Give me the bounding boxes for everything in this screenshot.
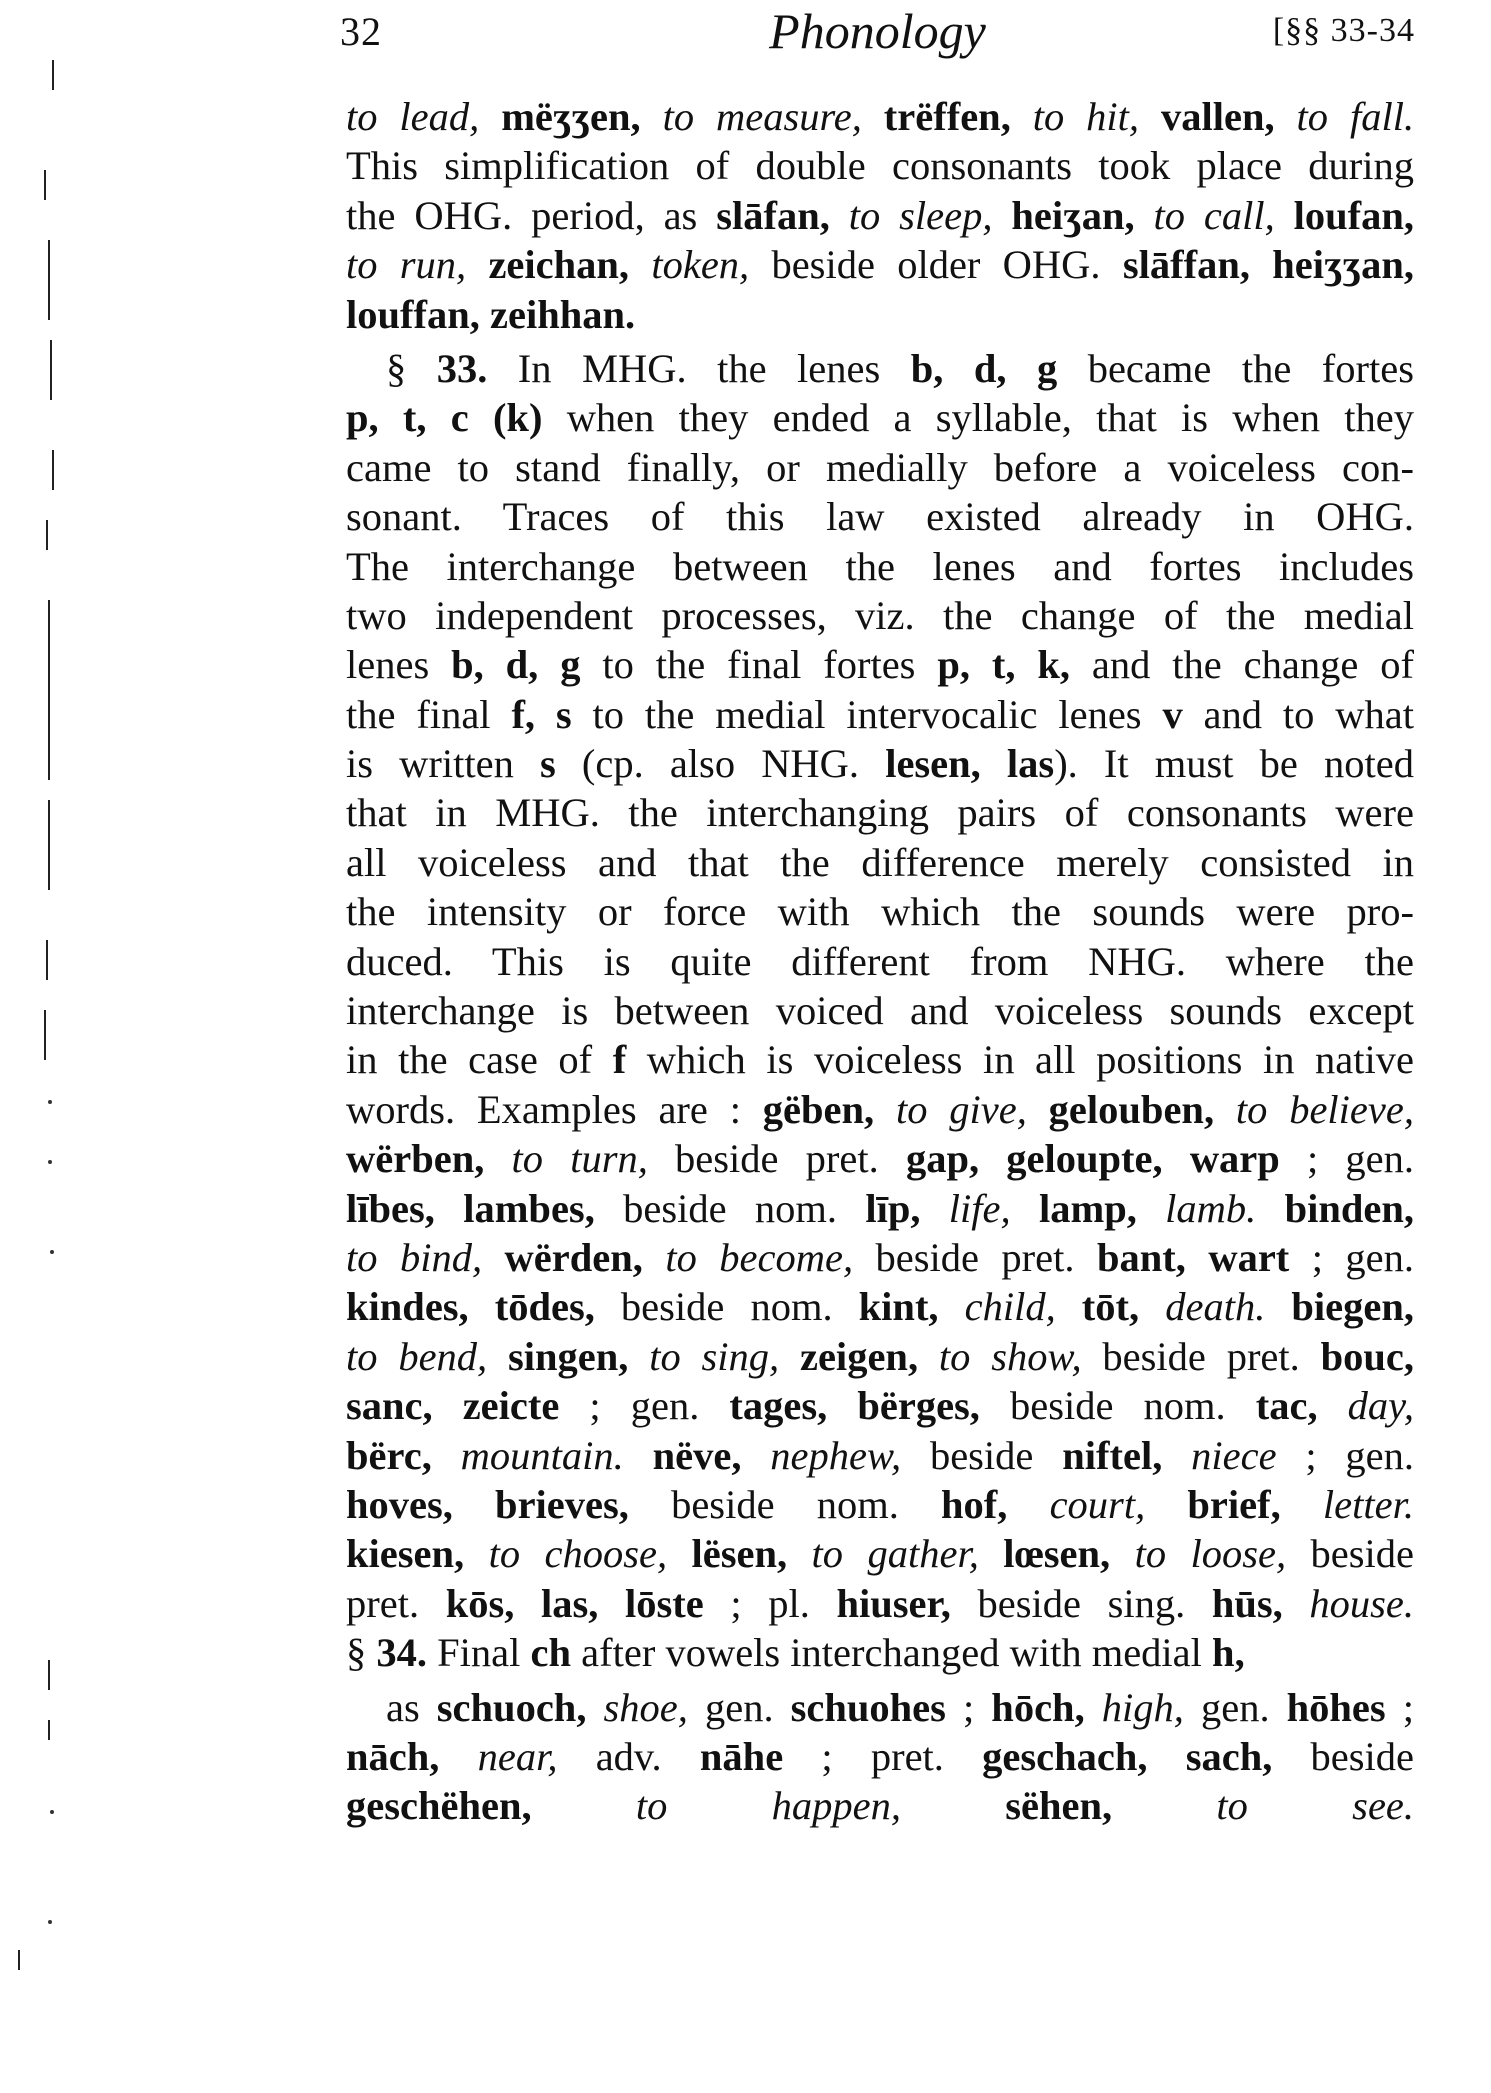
- bold-term: bant, wart: [1096, 1234, 1290, 1280]
- text-run: to the medial intervocalic lenes: [571, 691, 1163, 737]
- italic-gloss: near,: [477, 1733, 558, 1779]
- italic-gloss: to bind,: [346, 1234, 483, 1280]
- text-run: [482, 1235, 504, 1280]
- page-number: 32: [340, 9, 382, 54]
- text-run: [1162, 1433, 1191, 1478]
- italic-gloss: to sleep,: [848, 192, 993, 238]
- text-run: beside pret.: [1081, 1333, 1321, 1379]
- text-run: [1318, 1383, 1348, 1428]
- text-run: beside nom.: [628, 1481, 942, 1527]
- text-line: [346, 191, 1414, 240]
- text-run: when they ended a syllable, that is when they: [542, 395, 1414, 441]
- bold-term: biegen,: [1291, 1284, 1415, 1330]
- bold-term: h,: [1212, 1630, 1245, 1676]
- bold-term: binden,: [1284, 1185, 1415, 1231]
- text-run: beside nom.: [594, 1185, 866, 1231]
- bold-term: kint,: [858, 1284, 939, 1330]
- bold-term: bouc,: [1320, 1333, 1415, 1379]
- bold-term: sëhen,: [1005, 1783, 1113, 1829]
- text-run: [992, 193, 1011, 238]
- text-run: which is voiceless in all positions in native: [626, 1037, 1414, 1083]
- bold-term: f: [612, 1037, 627, 1083]
- text-line: [346, 838, 1414, 887]
- bold-term: zeichan,: [488, 242, 630, 288]
- text-run: [1011, 94, 1033, 139]
- bold-term: hōch,: [991, 1684, 1085, 1730]
- italic-gloss: shoe,: [603, 1684, 688, 1730]
- bold-term: gëben,: [762, 1086, 875, 1132]
- text-run: [624, 1433, 653, 1478]
- text-run: [1085, 1685, 1102, 1730]
- text-run: [432, 1433, 461, 1478]
- text-run: [641, 94, 663, 139]
- bold-term: schuoch,: [436, 1684, 587, 1730]
- text-run: ; gen.: [1279, 1136, 1415, 1182]
- text-line: [346, 1085, 1414, 1134]
- text-run: the OHG. period, as: [346, 192, 717, 238]
- text-run: all voiceless and that the difference merely consisted in: [346, 839, 1414, 885]
- italic-gloss: day,: [1347, 1383, 1415, 1429]
- bold-term: p, t, c (k): [346, 395, 543, 441]
- bold-term: hoves, brieves,: [346, 1481, 629, 1527]
- text-run: [1214, 1087, 1236, 1132]
- text-run: [532, 1783, 636, 1828]
- text-line: [346, 240, 1414, 289]
- bold-term: niftel,: [1062, 1432, 1163, 1478]
- text-run: and to what: [1182, 691, 1414, 737]
- italic-gloss: to run,: [346, 242, 467, 288]
- text-run: [830, 193, 849, 238]
- bold-term: v: [1162, 691, 1183, 737]
- text-run: [1283, 1581, 1310, 1626]
- text-run: sonant. Traces of this law existed already in OHG.: [346, 494, 1414, 540]
- text-run: [643, 1235, 665, 1280]
- italic-gloss: to happen,: [635, 1783, 901, 1829]
- text-line: [346, 393, 1414, 442]
- text-run: the final: [346, 691, 512, 737]
- text-run: ;: [945, 1684, 992, 1730]
- text-run: ; gen.: [559, 1383, 730, 1429]
- text-run: [1256, 1186, 1284, 1231]
- italic-gloss: death.: [1165, 1284, 1266, 1330]
- bold-term: trëffen,: [883, 94, 1011, 139]
- text-run: to the final fortes: [580, 642, 938, 688]
- italic-gloss: court,: [1049, 1481, 1146, 1527]
- text-run: in the case of: [346, 1037, 613, 1083]
- text-line: [346, 542, 1414, 591]
- italic-gloss: to believe,: [1235, 1086, 1414, 1132]
- text-run: became the fortes: [1057, 345, 1414, 391]
- text-run: words. Examples are :: [346, 1086, 763, 1132]
- text-run: adv.: [557, 1733, 700, 1779]
- italic-gloss: nephew,: [770, 1432, 902, 1478]
- text-run: [979, 1531, 1003, 1576]
- text-line: [346, 1431, 1414, 1480]
- text-run: is written: [346, 741, 540, 787]
- bold-term: slāfan,: [716, 192, 830, 238]
- text-run: [1145, 1482, 1187, 1527]
- bold-term: kindes, tōdes,: [346, 1284, 595, 1330]
- text-run: beside older OHG.: [749, 242, 1123, 288]
- italic-gloss: child,: [964, 1284, 1056, 1330]
- bold-term: nāhe: [699, 1733, 784, 1779]
- text-run: duced. This is quite different from NHG. where the: [346, 938, 1414, 984]
- text-run: [920, 1186, 948, 1231]
- text-run: The interchange between the lenes and fortes includes: [346, 543, 1414, 589]
- bold-term: gelouben,: [1048, 1086, 1215, 1132]
- bold-term: geschach, sach,: [982, 1733, 1273, 1779]
- bold-term: nëve,: [652, 1432, 742, 1478]
- text-line: [346, 1529, 1414, 1578]
- text-run: pret.: [346, 1580, 446, 1626]
- text-run: [1265, 1284, 1291, 1329]
- bold-term: lœsen,: [1003, 1531, 1111, 1577]
- text-run: ; gen.: [1276, 1432, 1415, 1478]
- italic-gloss: to choose,: [488, 1531, 668, 1577]
- text-run: Final: [427, 1630, 531, 1676]
- text-run: [629, 242, 651, 287]
- text-line: [346, 1233, 1414, 1282]
- bold-term: heiʒan,: [1011, 192, 1135, 238]
- bold-term: kōs, las, lōste: [445, 1580, 704, 1626]
- text-run: [901, 1783, 1005, 1828]
- text-run: [1139, 94, 1161, 139]
- bold-term: p, t, k,: [937, 642, 1071, 688]
- italic-gloss: letter.: [1322, 1481, 1414, 1527]
- bold-term: hof,: [941, 1481, 1008, 1527]
- text-run: §: [386, 345, 437, 391]
- text-line: [346, 986, 1414, 1035]
- bold-term: schuohes: [790, 1684, 946, 1730]
- italic-gloss: mountain.: [460, 1432, 624, 1478]
- text-run: came to stand finally, or medially before a voiceless con-: [346, 444, 1414, 490]
- bold-term: lesen, las: [885, 741, 1055, 787]
- text-run: that in MHG. the interchanging pairs of consonants were: [346, 790, 1414, 836]
- bold-term: brief,: [1187, 1481, 1281, 1527]
- bold-term: lësen,: [691, 1531, 788, 1577]
- italic-gloss: niece: [1191, 1432, 1277, 1478]
- text-line: [346, 1282, 1414, 1331]
- text-run: beside nom.: [979, 1383, 1256, 1429]
- running-header: [340, 3, 1415, 68]
- bold-term: 33.: [436, 345, 488, 391]
- bold-term: nāch,: [346, 1733, 440, 1779]
- text-run: [918, 1334, 939, 1379]
- text-run: In MHG. the lenes: [487, 345, 911, 391]
- text-run: and the change of: [1070, 642, 1414, 688]
- text-line: [346, 1579, 1414, 1628]
- bold-term: b, d, g: [451, 642, 581, 688]
- text-run: [874, 1087, 896, 1132]
- text-run: the intensity or force with which the sounds were pro-: [346, 889, 1414, 935]
- italic-gloss: house.: [1309, 1580, 1415, 1626]
- text-line: [346, 492, 1414, 541]
- text-run: interchange is between voiced and voiceless sounds except: [346, 988, 1414, 1034]
- text-run: as: [386, 1684, 437, 1730]
- text-run: [628, 1334, 649, 1379]
- text-run: ; pret.: [783, 1733, 983, 1779]
- text-line: [346, 1134, 1414, 1183]
- text-run: gen.: [687, 1684, 791, 1730]
- bold-term: louffan, zeihhan.: [346, 291, 636, 337]
- bold-term: b, d, g: [910, 345, 1058, 391]
- italic-gloss: to lead,: [346, 94, 480, 139]
- text-run: [862, 94, 884, 139]
- italic-gloss: to sing,: [649, 1333, 780, 1379]
- text-run: ; gen.: [1289, 1234, 1415, 1280]
- text-run: [439, 1734, 477, 1779]
- text-run: [1139, 1284, 1165, 1329]
- italic-gloss: to fall.: [1296, 94, 1415, 139]
- text-run: beside: [901, 1432, 1063, 1478]
- italic-gloss: to hit,: [1032, 94, 1140, 139]
- bold-term: līp,: [865, 1185, 921, 1231]
- bold-term: tages, bërges,: [729, 1383, 980, 1429]
- italic-gloss: to become,: [665, 1234, 854, 1280]
- bold-term: slāffan, heiʒʒan,: [1122, 242, 1415, 288]
- text-run: ;: [1385, 1684, 1414, 1730]
- text-run: [1135, 193, 1154, 238]
- text-run: [1112, 1783, 1216, 1828]
- bold-term: geschëhen,: [346, 1783, 532, 1829]
- bold-term: hiuser,: [836, 1580, 951, 1626]
- text-run: [1110, 1531, 1134, 1576]
- text-line: [346, 1683, 1414, 1732]
- text-run: ). It must be noted: [1054, 741, 1414, 787]
- italic-gloss: to see.: [1216, 1783, 1415, 1829]
- text-run: [1007, 1482, 1049, 1527]
- italic-gloss: to turn,: [511, 1136, 648, 1182]
- body-text: [346, 92, 1414, 1831]
- text-run: beside: [1286, 1531, 1415, 1577]
- section-reference: [§§ 33-34: [1272, 12, 1415, 49]
- bold-term: vallen,: [1160, 94, 1275, 139]
- text-line: [346, 1781, 1414, 1830]
- left-margin-scan-marks: [0, 0, 70, 2093]
- text-run: lenes: [346, 642, 452, 688]
- text-run: [787, 1531, 811, 1576]
- bold-term: zeigen,: [799, 1333, 919, 1379]
- text-run: two independent processes, viz. the change of the medial: [346, 592, 1414, 638]
- text-run: [667, 1531, 691, 1576]
- bold-term: tac,: [1255, 1383, 1318, 1429]
- running-title: Phonology: [769, 3, 986, 59]
- text-run: (cp. also NHG.: [555, 741, 886, 787]
- italic-gloss: to bend,: [346, 1333, 488, 1379]
- bold-term: lamp,: [1038, 1185, 1137, 1231]
- text-line: [346, 690, 1414, 739]
- italic-gloss: to call,: [1153, 192, 1275, 238]
- text-run: [1281, 1482, 1323, 1527]
- text-line: [346, 1732, 1414, 1781]
- bold-term: wërben,: [346, 1136, 485, 1182]
- text-run: after vowels interchanged with medial: [571, 1630, 1213, 1676]
- italic-gloss: to measure,: [662, 94, 862, 139]
- text-run: [586, 1685, 603, 1730]
- text-run: [1137, 1186, 1165, 1231]
- text-run: This simplification of double consonants took place during: [346, 143, 1414, 189]
- bold-term: kiesen,: [346, 1531, 465, 1577]
- italic-gloss: life,: [948, 1185, 1011, 1231]
- text-run: ; pl.: [703, 1580, 837, 1626]
- italic-gloss: to show,: [938, 1333, 1082, 1379]
- text-run: [1056, 1284, 1082, 1329]
- bold-term: hūs,: [1211, 1580, 1283, 1626]
- text-line: [346, 1184, 1414, 1233]
- text-run: beside pret.: [853, 1234, 1097, 1280]
- bold-term: 34.: [376, 1630, 427, 1676]
- text-run: [1027, 1087, 1049, 1132]
- text-run: beside pret.: [647, 1136, 906, 1182]
- bold-term: hōhes: [1286, 1684, 1386, 1730]
- italic-gloss: high,: [1101, 1684, 1184, 1730]
- bold-term: loufan,: [1293, 192, 1415, 238]
- text-run: beside nom.: [594, 1284, 859, 1330]
- bold-term: sanc, zeicte: [346, 1383, 560, 1429]
- text-line: [346, 1035, 1414, 1084]
- bold-term: singen,: [507, 1333, 629, 1379]
- text-run: gen.: [1183, 1684, 1287, 1730]
- text-line: [346, 92, 1414, 141]
- bold-term: f, s: [511, 691, 572, 737]
- bold-term: s: [539, 741, 556, 787]
- text-line: [346, 344, 1414, 393]
- bold-term: mëʒʒen,: [501, 94, 641, 139]
- text-run: [939, 1284, 965, 1329]
- text-run: [1275, 193, 1294, 238]
- bold-term: tōt,: [1081, 1284, 1140, 1330]
- bold-term: lībes, lambes,: [346, 1185, 595, 1231]
- bold-term: gap, geloupte, warp: [905, 1136, 1280, 1182]
- italic-gloss: lamb.: [1165, 1185, 1257, 1231]
- text-line: [346, 1628, 1414, 1677]
- italic-gloss: to give,: [895, 1086, 1027, 1132]
- bold-term: bërc,: [346, 1432, 432, 1478]
- text-run: beside sing.: [950, 1580, 1212, 1626]
- text-run: [464, 1531, 488, 1576]
- text-line: [346, 443, 1414, 492]
- bold-term: ch: [530, 1630, 572, 1676]
- text-line: [346, 640, 1414, 689]
- text-line: [346, 290, 1414, 339]
- italic-gloss: token,: [651, 242, 750, 288]
- italic-gloss: to loose,: [1134, 1531, 1287, 1577]
- text-line: [346, 591, 1414, 640]
- text-line: [346, 141, 1414, 190]
- text-run: §: [346, 1630, 377, 1676]
- text-run: [479, 94, 501, 139]
- text-line: [346, 788, 1414, 837]
- text-line: [346, 937, 1414, 986]
- bold-term: wërden,: [504, 1234, 643, 1280]
- text-run: [741, 1433, 770, 1478]
- text-run: [466, 242, 488, 287]
- text-line: [346, 739, 1414, 788]
- text-run: [779, 1334, 800, 1379]
- text-line: [346, 1332, 1414, 1381]
- text-run: [1011, 1186, 1039, 1231]
- text-line: [346, 1381, 1414, 1430]
- text-run: [1275, 94, 1297, 139]
- text-run: [484, 1136, 511, 1181]
- text-run: [487, 1334, 508, 1379]
- text-line: [346, 887, 1414, 936]
- text-run: beside: [1272, 1733, 1415, 1779]
- italic-gloss: to gather,: [811, 1531, 979, 1577]
- text-line: [346, 1480, 1414, 1529]
